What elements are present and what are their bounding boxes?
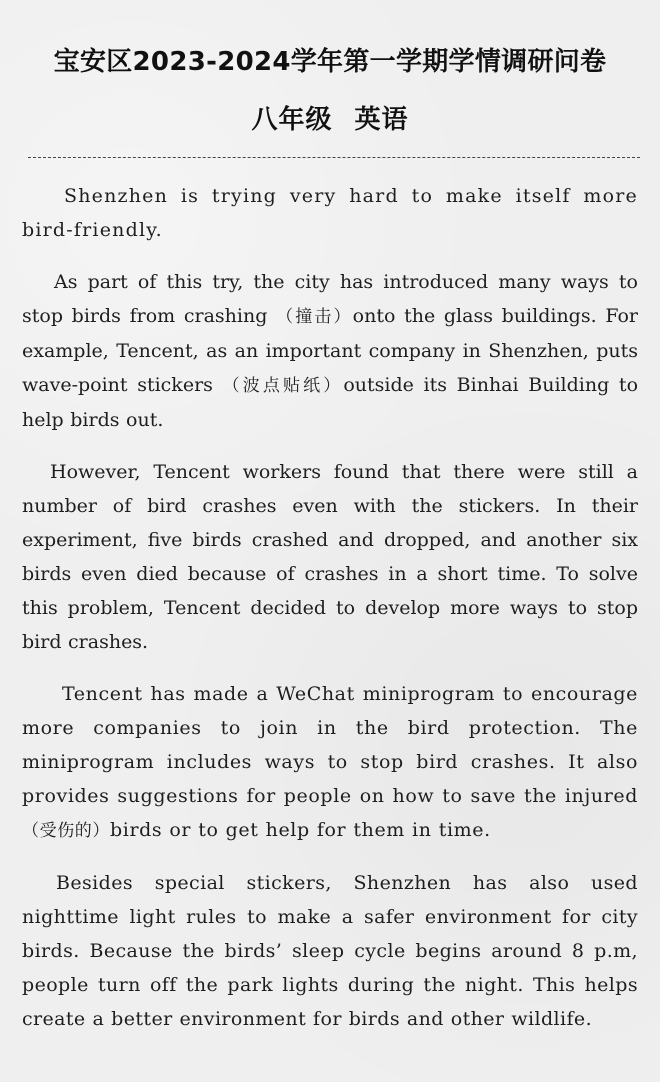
exam-subtitle: [22, 100, 638, 140]
passage-paragraph-4: [22, 677, 638, 848]
subject-label: 英语: [354, 105, 409, 135]
paragraph-4-text-a: Tencent has made a WeChat miniprogram to encourage more companies to join in the bird protection. The miniprogram includes ways to stop bird crashes. It also provides suggestions for people on how to save the injured: [22, 683, 638, 807]
dashed-divider: [28, 157, 640, 158]
paragraph-2-text-b: onto the glass buildings. For example, Tencent, as an important company in Shenzhen, puts wave-point stickers: [22, 305, 638, 396]
paragraph-2-text-c: outside its Binhai Building to help birds out.: [22, 374, 639, 431]
passage-paragraph-2: [22, 265, 638, 437]
passage-paragraph-1: Shenzhen is trying very hard to make itself more bird-friendly.: [22, 185, 638, 241]
chinese-gloss-stickers: （波点贴纸）: [222, 376, 344, 396]
exam-title: 宝安区2023-2024学年第一学期学情调研问卷: [53, 47, 607, 77]
grade-label: 八年级: [251, 105, 333, 135]
chinese-gloss-crashing: （撞击）: [276, 307, 353, 327]
paragraph-2-text-a: As part of this try, the city has introduced many ways to stop birds from crashing: [22, 271, 638, 327]
chinese-gloss-injured: （受伤的）: [22, 821, 110, 841]
paragraph-4-text-b: birds or to get help for them in time.: [110, 819, 491, 841]
reading-passage: [22, 179, 638, 1036]
passage-paragraph-5: Besides special stickers, Shenzhen has also used nighttime light rules to make a safer environment for city birds. Because the birds’ sleep cycle begins around 8 p.m, people turn off the park lights during the night. This helps create a better environment for birds and other wildlife.: [22, 872, 638, 1030]
passage-paragraph-3: However, Tencent workers found that there were still a number of bird crashes even with the stickers. In their experiment, five birds crashed and dropped, and another six birds even died because of crashes in a short time. To solve this problem, Tencent decided to develop more ways to stop bird crashes.: [22, 461, 638, 653]
